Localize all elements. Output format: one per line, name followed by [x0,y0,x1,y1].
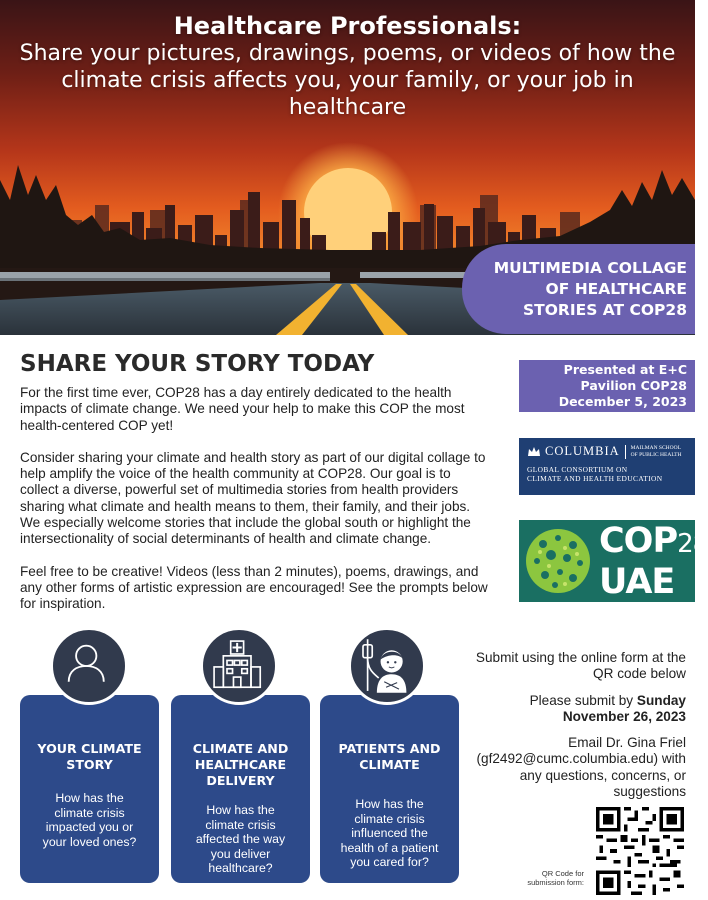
crown-icon [527,446,541,457]
card-title: CLIMATE AND HEALTHCARE DELIVERY [192,741,289,788]
globe-icon [525,528,591,594]
hero-subtitle: Share your pictures, drawings, poems, or videos of how the climate crisis affects you, your family, or your job in healthcare [19,41,676,120]
card-question: How has the climate crisis influenced the health of a patient you cared for? [340,797,439,869]
intro-paragraph: For the first time ever, COP28 has a day entirely dedicated to the health impacts of climate change. We need your help to make this COP the most health-centered COP yet! [20,385,465,433]
columbia-name: COLUMBIA [545,444,620,458]
share-story-heading: SHARE YOUR STORY TODAY [20,351,375,377]
consortium-name: GLOBAL CONSORTIUM ON CLIMATE AND HEALTH EDUCATION [527,465,663,483]
multimedia-collage-callout [462,244,695,334]
hospital-icon [200,627,278,705]
deadline-prefix: Please submit by [529,692,637,708]
contact-email-text: Email Dr. Gina Friel (gf2492@cumc.columbia.edu) with any questions, concerns, or suggestions [476,735,686,800]
goal-paragraph: Consider sharing your climate and health story as part of our digital collage to help amplify the voice of the health community at COP28. Our goal is to collect a diverse, powerful set of multimedia stories from health providers sharing what climate and health means to them, their family, and their jobs. We especially welcome stories that include the global south or highlight the intersectionality of social determinants of health and climate change. [20,449,486,547]
qr-code-label: QR Code for submission form: [527,869,584,887]
creative-paragraph: Feel free to be creative! Videos (less than 2 minutes), poems, drawings, and any other forms of artistic expression are encouraged! See the prompts below for inspiration. [20,563,488,612]
logo-divider [625,445,626,459]
online-form-text: Submit using the online form at the QR code below [475,650,686,682]
card-patients-and-climate [320,695,459,883]
cop28-uae-logo [519,520,708,602]
main-content [20,350,490,629]
card-title: YOUR CLIMATE STORY [37,741,142,772]
callout-text: MULTIMEDIA COLLAGE OF HEALTHCARE STORIES AT COP28 [493,258,687,319]
mailman-school-name: MAILMAN SCHOOL OF PUBLIC HEALTH [630,445,682,458]
patient-icon [348,627,426,705]
card-climate-healthcare-delivery [171,695,310,883]
deadline-text [470,693,686,726]
hero-banner [0,0,695,335]
cop-line1: COP [599,521,678,561]
columbia-logo [519,438,695,495]
card-your-climate-story [20,695,159,883]
card-question: How has the climate crisis impacted you or your loved ones? [42,791,137,849]
deadline-date: Sunday November 26, 2023 [562,692,686,724]
submission-info [470,650,686,810]
person-icon [50,627,128,705]
presented-at-box: Presented at E+C Pavilion COP28 December 5, 2023 [519,360,695,412]
card-question: How has the climate crisis affected the way you deliver healthcare? [195,803,286,875]
qr-code[interactable] [596,807,684,895]
card-title: PATIENTS AND CLIMATE [338,741,441,772]
cop-wordmark [599,521,708,602]
hero-title: Healthcare Professionals: [173,12,522,40]
cop-line2: UAE [599,562,675,602]
cop-number: 28 [677,529,708,559]
